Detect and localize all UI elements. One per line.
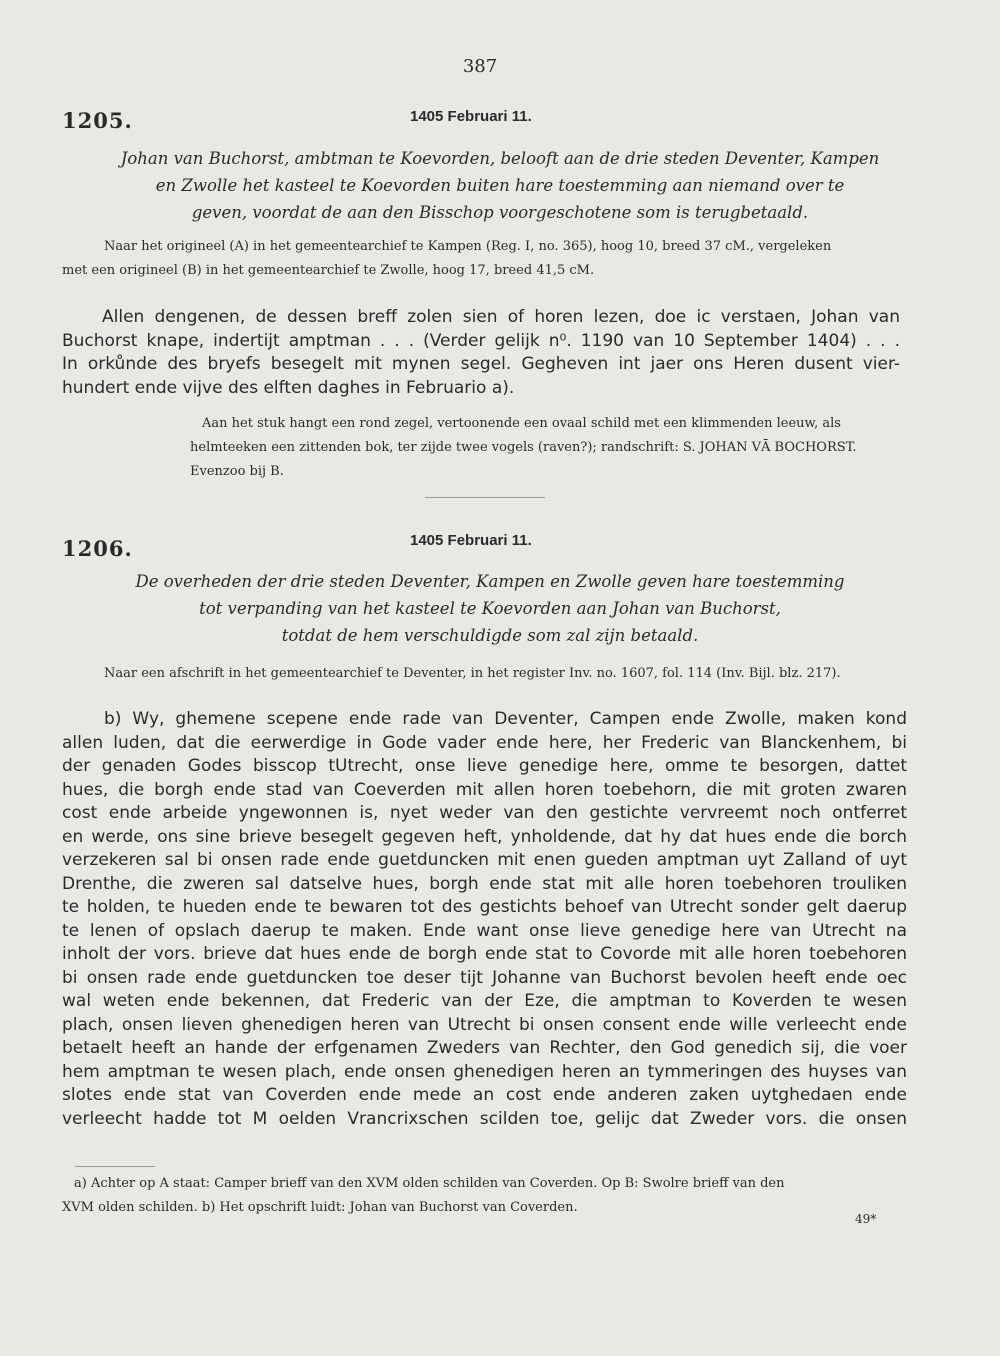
text-line: slotes ende stat van Coverden ende mede an cost ende anderen zaken uytghedaen ende xyxy=(62,1085,907,1105)
text-line: verzekeren sal bi onsen rade ende guetduncken mit enen gueden amptman uyt Zalland of uyt xyxy=(62,850,907,870)
summary-line: en Zwolle het kasteel te Koevorden buiten hare toestemming aan niemand over te xyxy=(155,176,845,195)
summary-line: totdat de hem verschuldigde som zal zijn betaald. xyxy=(281,626,699,645)
charter-text-1206 xyxy=(62,708,907,1131)
text-line: der genaden Godes bisscop tUtrecht, onse lieve genedige here, omme te besorgen, dattet xyxy=(62,756,907,776)
summary-line: Johan van Buchorst, ambtman te Koevorden, belooft aan de drie steden Deventer, Kampen xyxy=(120,149,880,168)
charter-date-1205: 1405 Februari 11. xyxy=(410,108,532,125)
summary-line: geven, voordat de aan den Bisschop voorgeschotene som is terugbetaald. xyxy=(191,203,809,222)
text-line: Drenthe, die zweren sal datselve hues, borgh ende stat mit alle horen toebehoren trouliken xyxy=(62,873,907,894)
source-line: met een origineel (B) in het gemeentearchief te Zwolle, hoog 17, breed 41,5 cM. xyxy=(62,263,595,278)
footnotes xyxy=(62,1172,912,1220)
text-line: te holden, te hueden ende te bewaren tot des gestichts behoef van Utrecht sonder gelt daerup xyxy=(62,897,907,917)
text-line: Allen dengenen, de dessen breff zolen sien of horen lezen, doe ic verstaen, Johan van xyxy=(102,307,900,327)
summary-line: De overheden der drie steden Deventer, Kampen en Zwolle geven hare toestemming xyxy=(135,572,845,591)
seal-description-1205 xyxy=(190,412,902,484)
source-note-1205 xyxy=(62,235,902,283)
source-note-1206 xyxy=(62,662,902,686)
text-line: hem amptman te wesen plach, ende onsen ghenedigen heren an tymmeringen des huyses van xyxy=(62,1061,907,1082)
charter-summary-1205 xyxy=(100,145,900,226)
source-line: Naar het origineel (A) in het gemeentearchief te Kampen (Reg. I, no. 365), hoog 10, breed 37 cM., vergeleken xyxy=(104,239,832,254)
footnote-a: a) Achter op A staat: Camper brieff van den XVM olden schilden van Coverden. Op B: Swolre brieff van den xyxy=(74,1176,785,1191)
text-line: b) Wy, ghemene scepene ende rade van Deventer, Campen ende Zwolle, maken kond xyxy=(104,709,907,729)
page-number: 387 xyxy=(462,56,498,77)
text-line: allen luden, dat die eerwerdige in Gode vader ende here, her Frederic van Blanckenhem, bi xyxy=(62,732,907,753)
charter-text-1205 xyxy=(62,306,900,400)
section-divider xyxy=(425,497,545,498)
source-line: Naar een afschrift in het gemeentearchief te Deventer, in het register Inv. no. 1607, fol. 114 (Inv. Bijl. blz. 217). xyxy=(104,666,841,681)
charter-number-1206: 1206. xyxy=(62,536,133,561)
text-line: In orkůnde des bryefs besegelt mit mynen segel. Gegheven int jaer ons Heren dusent vier- xyxy=(62,354,900,374)
charter-date-1206: 1405 Februari 11. xyxy=(410,532,532,549)
text-line: cost ende arbeide yngewonnen is, nyet weder van den gestichte vervreemt noch ontferret xyxy=(62,803,907,823)
text-line: plach, onsen lieven ghenedigen heren van Utrecht bi onsen consent ende wille verleecht ende xyxy=(62,1014,907,1035)
text-line: verleecht hadde tot M oelden Vrancrixschen scilden toe, gelijc dat Zweder vors. die onsen xyxy=(62,1108,907,1129)
text-line: te lenen of opslach daerup te maken. Ende want onse lieve genedige here van Utrecht na xyxy=(62,920,907,941)
footnote-b: XVM olden schilden. b) Het opschrift luidt: Johan van Buchorst van Coverden. xyxy=(62,1200,578,1215)
note-line: Aan het stuk hangt een rond zegel, vertoonende een ovaal schild met een klimmenden leeuw, als xyxy=(202,416,841,431)
text-line: hundert ende vijve des elften daghes in Februario a). xyxy=(62,377,515,398)
summary-line: tot verpanding van het kasteel te Koevorden aan Johan van Buchorst, xyxy=(199,599,781,618)
text-line: betaelt heeft an hande der erfgenamen Zweders van Rechter, den God genedich sij, die voer xyxy=(62,1038,907,1058)
text-line: en werde, ons sine brieve besegelt gegeven heft, ynholdende, dat hy dat hues ende die borch xyxy=(62,826,907,847)
charter-number-1205: 1205. xyxy=(62,108,133,133)
signature-mark: 49* xyxy=(855,1212,877,1226)
footnote-divider xyxy=(75,1166,155,1167)
note-line: helmteeken een zittenden bok, ter zijde twee vogels (raven?); randschrift: S. JOHAN VĀ BOCHORST. xyxy=(190,440,857,455)
note-line: Evenzoo bij B. xyxy=(190,464,284,479)
charter-summary-1206 xyxy=(80,568,900,649)
text-line: bi onsen rade ende guetduncken toe deser tijt Johanne van Buchorst bevolen heeft ende oec xyxy=(62,967,907,988)
text-line: Buchorst knape, indertijt amptman . . . (Verder gelijk n⁰. 1190 van 10 September 1404) . . . xyxy=(62,330,900,351)
text-line: hues, die borgh ende stad van Coeverden mit allen horen toebehorn, die mit groten zwaren xyxy=(62,779,907,800)
text-line: inholt der vors. brieve dat hues ende de borgh ende stat to Covorde mit alle horen toebehoren xyxy=(62,944,907,964)
text-line: wal weten ende bekennen, dat Frederic van der Eze, die amptman to Koverden te wesen xyxy=(62,991,907,1011)
